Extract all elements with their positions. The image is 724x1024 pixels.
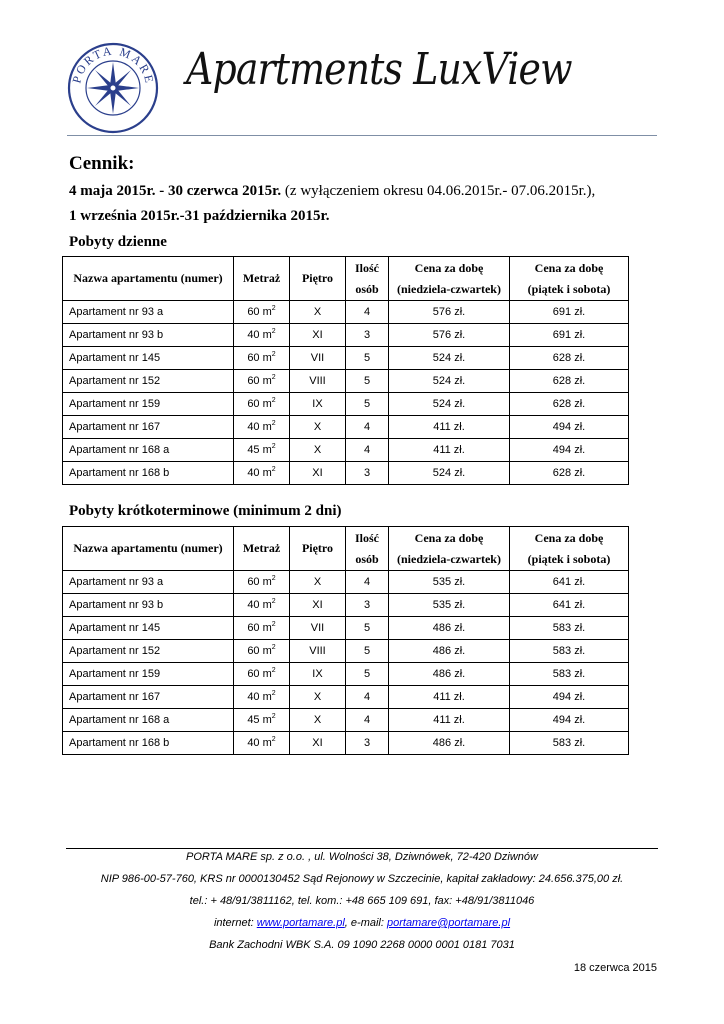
daily-price-table bbox=[62, 256, 629, 485]
website-link[interactable]: www.portamare.pl bbox=[256, 917, 345, 929]
header-divider bbox=[67, 135, 657, 136]
logo-ring-text: PORTA MARE bbox=[69, 43, 157, 86]
table-row bbox=[63, 439, 629, 462]
apartment-name: Apartament nr 152 bbox=[63, 370, 234, 393]
apartment-name: Apartament nr 168 b bbox=[63, 462, 234, 485]
apartment-area: 40 $m^2$ bbox=[234, 416, 290, 439]
table-row bbox=[63, 301, 629, 324]
table-row bbox=[63, 640, 629, 663]
weekday-header-line2: (niedziela-czwartek) bbox=[397, 551, 501, 566]
apartment-area: 40 $m^2$ bbox=[234, 324, 290, 347]
table-row bbox=[63, 594, 629, 617]
col-weekday-price-header bbox=[389, 527, 510, 571]
apartment-persons: 3 bbox=[346, 594, 389, 617]
apartment-area: 60 $m^2$ bbox=[234, 663, 290, 686]
weekend-header-line2: (piątek i sobota) bbox=[527, 281, 611, 296]
weekday-price: 486 zł. bbox=[389, 617, 510, 640]
col-weekend-price-header bbox=[510, 527, 629, 571]
apartment-persons: 5 bbox=[346, 347, 389, 370]
weekday-price: 576 zł. bbox=[389, 301, 510, 324]
apartment-area: 60 $m^2$ bbox=[234, 571, 290, 594]
apartment-floor: X bbox=[290, 709, 346, 732]
footer-contact bbox=[0, 917, 724, 929]
col-floor-header: Piętro bbox=[290, 257, 346, 301]
weekday-price: 535 zł. bbox=[389, 571, 510, 594]
weekday-price: 576 zł. bbox=[389, 324, 510, 347]
weekday-price: 524 zł. bbox=[389, 370, 510, 393]
apartment-persons: 3 bbox=[346, 732, 389, 755]
apartment-persons: 5 bbox=[346, 640, 389, 663]
weekend-price: 494 zł. bbox=[510, 439, 629, 462]
apartment-name: Apartament nr 167 bbox=[63, 686, 234, 709]
apartment-area: 60 $m^2$ bbox=[234, 640, 290, 663]
persons-header-line1: Ilość bbox=[355, 260, 379, 275]
weekday-price: 486 zł. bbox=[389, 663, 510, 686]
footer-divider bbox=[66, 848, 658, 849]
weekend-price: 628 zł. bbox=[510, 393, 629, 416]
table-row bbox=[63, 663, 629, 686]
short-term-section-heading: Pobyty krótkoterminowe (minimum 2 dni) bbox=[69, 503, 342, 519]
short-term-price-table bbox=[62, 526, 629, 755]
persons-header-line2: osób bbox=[355, 551, 379, 566]
weekday-price: 411 zł. bbox=[389, 439, 510, 462]
apartment-floor: X bbox=[290, 416, 346, 439]
weekend-price: 494 zł. bbox=[510, 416, 629, 439]
apartment-name: Apartament nr 145 bbox=[63, 347, 234, 370]
col-weekday-price-header bbox=[389, 257, 510, 301]
apartment-area: 60 $m^2$ bbox=[234, 393, 290, 416]
table-row bbox=[63, 686, 629, 709]
apartment-persons: 4 bbox=[346, 301, 389, 324]
porta-mare-logo bbox=[67, 42, 159, 134]
period-line-1 bbox=[69, 183, 595, 200]
col-name-header: Nazwa apartamentu (numer) bbox=[63, 527, 234, 571]
persons-header-line1: Ilość bbox=[355, 530, 379, 545]
apartment-floor: XI bbox=[290, 732, 346, 755]
weekday-price: 486 zł. bbox=[389, 640, 510, 663]
weekend-price: 641 zł. bbox=[510, 594, 629, 617]
apartment-name: Apartament nr 159 bbox=[63, 393, 234, 416]
weekend-price: 494 zł. bbox=[510, 686, 629, 709]
apartment-area: 40 $m^2$ bbox=[234, 732, 290, 755]
table-row bbox=[63, 709, 629, 732]
apartment-name: Apartament nr 168 a bbox=[63, 439, 234, 462]
apartment-floor: IX bbox=[290, 663, 346, 686]
weekday-header-line1: Cena za dobę bbox=[414, 530, 484, 545]
persons-header-line2: osób bbox=[355, 281, 379, 296]
apartment-floor: VII bbox=[290, 617, 346, 640]
col-persons-header bbox=[346, 257, 389, 301]
apartment-floor: VII bbox=[290, 347, 346, 370]
col-floor-header: Piętro bbox=[290, 527, 346, 571]
weekend-price: 494 zł. bbox=[510, 709, 629, 732]
weekday-price: 524 zł. bbox=[389, 347, 510, 370]
weekend-header-line1: Cena za dobę bbox=[534, 260, 604, 275]
apartment-name: Apartament nr 93 b bbox=[63, 324, 234, 347]
table-row bbox=[63, 462, 629, 485]
period-1-exclusion: (z wyłączeniem okresu 04.06.2015r.- 07.06.2015r.), bbox=[281, 183, 596, 199]
apartment-persons: 5 bbox=[346, 393, 389, 416]
weekend-header-line2: (piątek i sobota) bbox=[527, 551, 611, 566]
footer-bank: Bank Zachodni WBK S.A. 09 1090 2268 0000 0001 0181 7031 bbox=[209, 939, 515, 951]
apartment-area: 40 $m^2$ bbox=[234, 686, 290, 709]
weekday-header-line2: (niedziela-czwartek) bbox=[397, 281, 501, 296]
apartment-area: 45 $m^2$ bbox=[234, 709, 290, 732]
apartment-area: 40 $m^2$ bbox=[234, 462, 290, 485]
apartment-area: 45 $m^2$ bbox=[234, 439, 290, 462]
weekend-price: 583 zł. bbox=[510, 640, 629, 663]
footer-registration: NIP 986-00-57-760, KRS nr 0000130452 Sąd Rejonowy w Szczecinie, kapitał zakładowy: 24.656.375,00 zł. bbox=[100, 873, 624, 885]
apartment-persons: 4 bbox=[346, 439, 389, 462]
apartment-persons: 5 bbox=[346, 370, 389, 393]
col-weekend-price-header bbox=[510, 257, 629, 301]
weekday-header-line1: Cena za dobę bbox=[414, 260, 484, 275]
internet-label: internet: bbox=[213, 917, 257, 929]
period-line-2: 1 września 2015r.-31 października 2015r. bbox=[69, 208, 330, 224]
table-header-row bbox=[63, 527, 629, 571]
apartment-name: Apartament nr 168 a bbox=[63, 709, 234, 732]
weekday-price: 535 zł. bbox=[389, 594, 510, 617]
apartment-floor: X bbox=[290, 571, 346, 594]
footer-address: PORTA MARE sp. z o.o. , ul. Wolności 38, Dziwnówek, 72-420 Dziwnów bbox=[186, 851, 538, 863]
page-title: Cennik: bbox=[69, 153, 135, 174]
email-link[interactable]: portamare@portamare.pl bbox=[386, 917, 511, 929]
apartment-persons: 5 bbox=[346, 617, 389, 640]
weekend-price: 691 zł. bbox=[510, 324, 629, 347]
apartment-area: 40 $m^2$ bbox=[234, 594, 290, 617]
weekend-price: 583 zł. bbox=[510, 663, 629, 686]
period-1-dates: 4 maja 2015r. - 30 czerwca 2015r. bbox=[69, 183, 282, 199]
apartment-floor: X bbox=[290, 439, 346, 462]
brand-name: Apartments LuxView bbox=[186, 44, 572, 95]
apartment-floor: X bbox=[290, 686, 346, 709]
table-row bbox=[63, 347, 629, 370]
apartment-persons: 4 bbox=[346, 416, 389, 439]
weekend-price: 628 zł. bbox=[510, 462, 629, 485]
apartment-name: Apartament nr 145 bbox=[63, 617, 234, 640]
daily-section-heading: Pobyty dzienne bbox=[69, 234, 167, 250]
col-name-header: Nazwa apartamentu (numer) bbox=[63, 257, 234, 301]
apartment-persons: 4 bbox=[346, 571, 389, 594]
weekend-price: 641 zł. bbox=[510, 571, 629, 594]
apartment-persons: 3 bbox=[346, 462, 389, 485]
apartment-floor: X bbox=[290, 301, 346, 324]
weekend-price: 628 zł. bbox=[510, 370, 629, 393]
apartment-persons: 4 bbox=[346, 686, 389, 709]
apartment-floor: VIII bbox=[290, 370, 346, 393]
table-row bbox=[63, 324, 629, 347]
table-row bbox=[63, 617, 629, 640]
weekday-price: 486 zł. bbox=[389, 732, 510, 755]
apartment-name: Apartament nr 152 bbox=[63, 640, 234, 663]
apartment-floor: XI bbox=[290, 324, 346, 347]
apartment-name: Apartament nr 159 bbox=[63, 663, 234, 686]
apartment-name: Apartament nr 93 a bbox=[63, 301, 234, 324]
apartment-name: Apartament nr 168 b bbox=[63, 732, 234, 755]
table-header-row bbox=[63, 257, 629, 301]
apartment-floor: XI bbox=[290, 594, 346, 617]
col-persons-header bbox=[346, 527, 389, 571]
table-row bbox=[63, 393, 629, 416]
weekend-price: 583 zł. bbox=[510, 732, 629, 755]
apartment-persons: 5 bbox=[346, 663, 389, 686]
col-area-header: Metraż bbox=[234, 257, 290, 301]
weekend-price: 691 zł. bbox=[510, 301, 629, 324]
weekend-header-line1: Cena za dobę bbox=[534, 530, 604, 545]
apartment-floor: XI bbox=[290, 462, 346, 485]
apartment-name: Apartament nr 167 bbox=[63, 416, 234, 439]
weekday-price: 411 zł. bbox=[389, 709, 510, 732]
apartment-area: 60 $m^2$ bbox=[234, 347, 290, 370]
table-row bbox=[63, 571, 629, 594]
weekday-price: 411 zł. bbox=[389, 686, 510, 709]
apartment-floor: VIII bbox=[290, 640, 346, 663]
table-row bbox=[63, 370, 629, 393]
footer-phones: tel.: + 48/91/3811162, tel. kom.: +48 665 109 691, fax: +48/91/3811046 bbox=[189, 895, 535, 907]
apartment-area: 60 $m^2$ bbox=[234, 301, 290, 324]
apartment-floor: IX bbox=[290, 393, 346, 416]
apartment-area: 60 $m^2$ bbox=[234, 617, 290, 640]
weekday-price: 524 zł. bbox=[389, 393, 510, 416]
table-row bbox=[63, 732, 629, 755]
weekend-price: 583 zł. bbox=[510, 617, 629, 640]
compass-rose-icon bbox=[87, 62, 139, 114]
table-row bbox=[63, 416, 629, 439]
apartment-name: Apartament nr 93 a bbox=[63, 571, 234, 594]
apartment-area: 60 $m^2$ bbox=[234, 370, 290, 393]
weekday-price: 411 zł. bbox=[389, 416, 510, 439]
apartment-persons: 4 bbox=[346, 709, 389, 732]
email-label: , e-mail: bbox=[344, 917, 387, 929]
apartment-persons: 3 bbox=[346, 324, 389, 347]
weekday-price: 524 zł. bbox=[389, 462, 510, 485]
col-area-header: Metraż bbox=[234, 527, 290, 571]
weekend-price: 628 zł. bbox=[510, 347, 629, 370]
apartment-name: Apartament nr 93 b bbox=[63, 594, 234, 617]
document-date: 18 czerwca 2015 bbox=[573, 962, 657, 974]
